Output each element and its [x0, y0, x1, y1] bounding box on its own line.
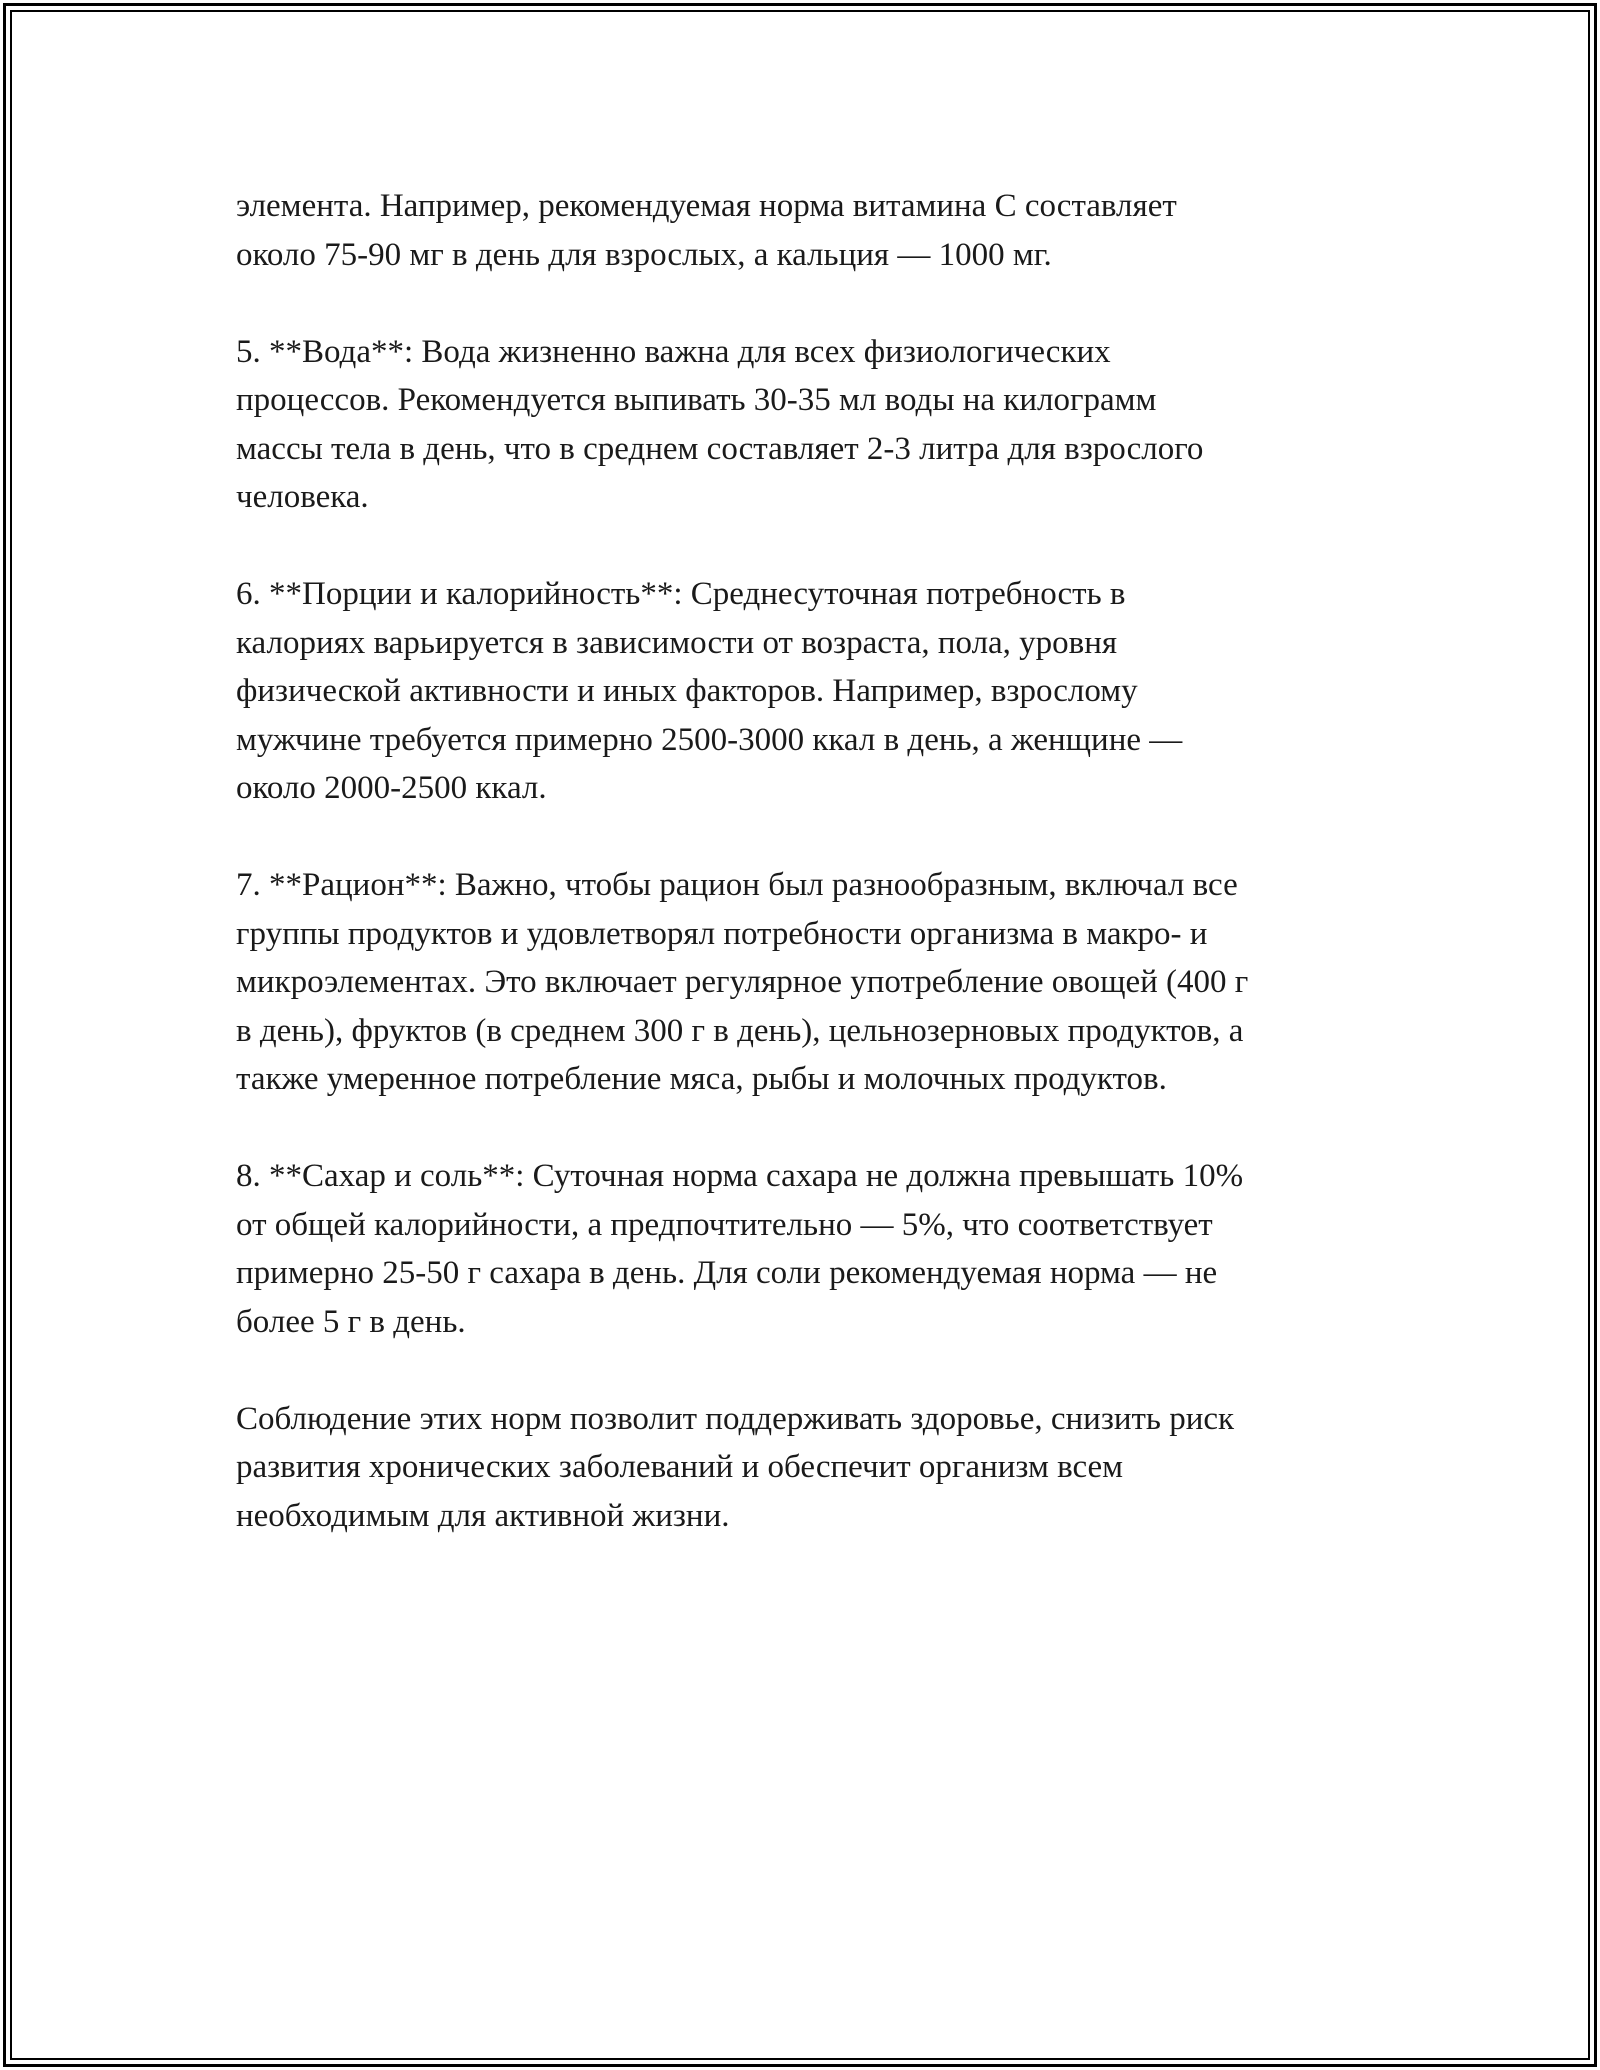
- text-line: развития хронических заболеваний и обеспечит организм всем: [236, 1449, 1124, 1485]
- text-line: мужчине требуется примерно 2500-3000 ккал в день, а женщине —: [236, 721, 1183, 758]
- text-line: от общей калорийности, а предпочтительно — 5%, что соответствует: [236, 1206, 1213, 1243]
- paragraph-item-6-portions: [236, 570, 1386, 813]
- text-line: физической активности и иных факторов. Например, взрослому: [236, 673, 1138, 709]
- paragraph-conclusion: [236, 1395, 1386, 1541]
- text-line: 8. **Сахар и соль**: Суточная норма сахара не должна превышать 10%: [236, 1158, 1244, 1194]
- text-line: в день), фруктов (в среднем 300 г в день), цельнозерновых продуктов, а: [236, 1012, 1244, 1049]
- text-line: группы продуктов и удовлетворял потребности организма в макро- и: [236, 915, 1208, 952]
- text-line: около 2000-2500 ккал.: [236, 770, 547, 806]
- text-line: необходимым для активной жизни.: [236, 1497, 730, 1534]
- text-line: микроэлементах. Это включает регулярное употребление овощей (400 г: [236, 964, 1249, 1000]
- text-line: 7. **Рацион**: Важно, чтобы рацион был разнообразным, включал все: [236, 867, 1238, 903]
- paragraph-item-7-diet: [236, 861, 1386, 1104]
- text-line: также умеренное потребление мяса, рыбы и молочных продуктов.: [236, 1061, 1167, 1097]
- text-line: 6. **Порции и калорийность**: Среднесуточная потребность в: [236, 576, 1126, 612]
- paragraph-item-5-water: [236, 328, 1386, 522]
- text-line: человека.: [236, 479, 369, 515]
- text-line: примерно 25-50 г сахара в день. Для соли рекомендуемая норма — не: [236, 1255, 1218, 1291]
- text-line: Соблюдение этих норм позволит поддерживать здоровье, снизить риск: [236, 1400, 1235, 1437]
- text-line: калориях варьируется в зависимости от возраста, пола, уровня: [236, 624, 1118, 661]
- text-line: элемента. Например, рекомендуемая норма витамина C составляет: [236, 188, 1177, 224]
- document-body: [236, 182, 1386, 1589]
- text-line: массы тела в день, что в среднем составляет 2-3 литра для взрослого: [236, 430, 1204, 467]
- paragraph-intro-continuation: [236, 182, 1386, 279]
- text-line: 5. **Вода**: Вода жизненно важна для всех физиологических: [236, 333, 1111, 370]
- text-line: более 5 г в день.: [236, 1303, 466, 1340]
- paragraph-item-8-sugar-salt: [236, 1152, 1386, 1346]
- text-line: около 75-90 мг в день для взрослых, а кальция — 1000 мг.: [236, 236, 1052, 273]
- text-line: процессов. Рекомендуется выпивать 30-35 мл воды на килограмм: [236, 382, 1157, 418]
